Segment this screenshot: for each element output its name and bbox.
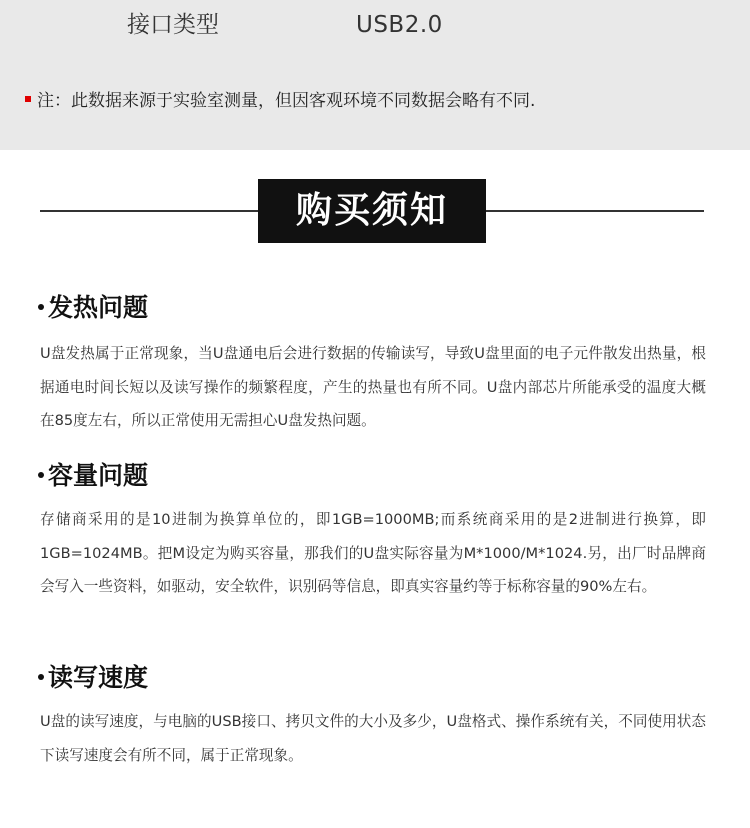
section-body-capacity: 存储商采用的是10进制为换算单位的，即1GB=1000MB;而系统商采用的是2进制进行换算，即1GB=1024MB。把M设定为购买容量，那我们的U盘实际容量为M*1000/M*1024.另，出厂时品牌商会写入一些资料，如驱动，安全软件，识别码等信息，即真实容量约等于标称容量的90%左右。 [40,511,706,595]
section-body-heat: U盘发热属于正常现象，当U盘通电后会进行数据的传输读写，导致U盘里面的电子元件散发出热量，根据通电时间长短以及读写操作的频繁程度，产生的热量也有所不同。U盘内部芯片所能承受的温度大概在85度左右，所以正常使用无需担心U盘发热问题。 [40,345,706,429]
section-title-heat [38,292,148,324]
heading-divider-right [486,210,704,212]
spec-label: 接口类型 [127,12,219,38]
measurement-note [25,88,535,114]
section-title-capacity [38,460,148,492]
note-bullet-icon [25,96,31,102]
bullet-dot-icon [38,674,44,680]
section-title-speed [38,662,148,694]
bullet-dot-icon [38,472,44,478]
spec-row [0,6,750,46]
bullet-dot-icon [38,304,44,310]
purchase-notice-heading: 购买须知 [258,179,486,243]
section-title-text: 读写速度 [48,663,149,692]
section-body-speed: U盘的读写速度，与电脑的USB接口、拷贝文件的大小及多少，U盘格式、操作系统有关，不同使用状态下读写速度会有所不同，属于正常现象。 [40,713,706,764]
note-text: 注：此数据来源于实验室测量，但因客观环境不同数据会略有不同. [37,91,536,111]
spec-value: USB2.0 [356,12,443,38]
heading-divider-left [40,210,260,212]
section-title-text: 容量问题 [48,461,149,490]
spec-panel [0,0,750,150]
section-title-text: 发热问题 [48,293,149,322]
